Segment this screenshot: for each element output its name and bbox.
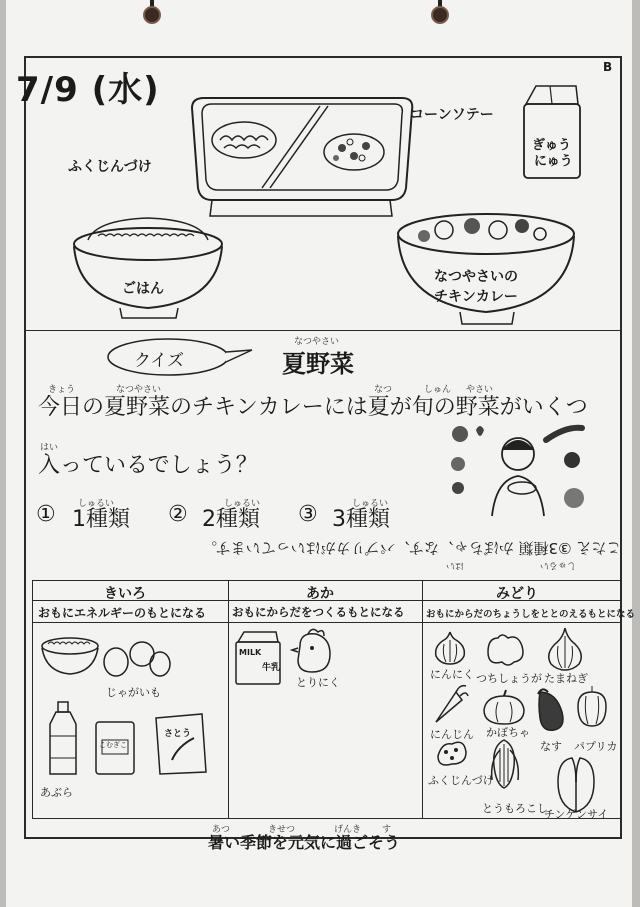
section-divider: [24, 330, 622, 331]
ginger-icon: [484, 632, 526, 666]
child-eating-icon: [446, 420, 596, 516]
group-green-role: おもにからだのちょうしをととのえるもとになる: [426, 609, 636, 620]
milk-pack-label: MILK: [239, 648, 262, 657]
food-label-chicken: とりにく: [296, 676, 340, 689]
answer-ruby-1: しゅるい: [540, 560, 577, 570]
food-label-fukujinzuke: ふくじんづけ: [428, 774, 494, 787]
option-2-text: 2種類: [202, 507, 260, 532]
quiz-bubble-label: クイズ: [134, 351, 184, 371]
flour-bag-label: こむぎこ: [99, 741, 127, 749]
food-label-ginger: つちしょうが: [476, 672, 542, 685]
option-3-number: ③: [298, 502, 318, 527]
footer-ruby-atsu: あつ: [212, 825, 231, 835]
ruby-natsuyasai: なつやさい: [116, 385, 162, 395]
food-label-carrot: にんじん: [430, 728, 474, 741]
punch-hole: [143, 6, 161, 24]
food-label-bok-choy: チンゲンサイ: [544, 808, 609, 821]
menu-item-milk-line2: にゅう: [534, 154, 573, 169]
option-1-text: 1種類: [72, 507, 130, 532]
rice-bowl-icon: [68, 216, 228, 320]
onion-icon: [544, 626, 586, 670]
menu-item-fukujinzuke: ふくじんづけ: [68, 159, 152, 175]
menu-item-rice: ごはん: [122, 281, 164, 297]
menu-item-curry-line2: チキンカレー: [434, 289, 518, 305]
carrot-icon: [430, 684, 470, 726]
quiz-question-line1: 今日の夏野菜のチキンカレーには夏が旬の野菜がいくつ: [38, 395, 588, 420]
quiz-title: 夏野菜: [282, 350, 354, 378]
footer-ruby-genki: げんき: [334, 825, 362, 835]
ruby-hai: はい: [40, 443, 59, 453]
group-yellow-role: おもにエネルギーのもとになる: [38, 606, 207, 620]
food-label-onion: たまねぎ: [544, 672, 588, 685]
table-top-border: [32, 580, 620, 581]
pickles-icon: [434, 738, 470, 768]
sugar-bag-icon: [152, 712, 208, 776]
option-3-ruby: しゅるい: [352, 499, 389, 509]
option-1-number: ①: [36, 502, 56, 527]
option-2-ruby: しゅるい: [224, 499, 261, 509]
rice-bowl-icon: [40, 634, 100, 676]
table-col-divider: [228, 580, 229, 818]
group-red-role: おもにからだをつくるもとになる: [232, 605, 405, 619]
option-2-number: ②: [168, 502, 188, 527]
eggplant-icon: [530, 684, 568, 732]
food-label-oil: あぶら: [40, 786, 73, 799]
option-1-ruby: しゅるい: [78, 499, 115, 509]
food-label-eggplant: なす: [540, 740, 562, 753]
menu-item-curry-line1: なつやさいの: [434, 269, 518, 285]
pumpkin-icon: [482, 690, 526, 726]
corner-mark: B: [603, 60, 613, 74]
food-label-corn: とうもろこし: [482, 802, 548, 815]
bell-pepper-icon: [574, 686, 610, 728]
table-bottom-border: [32, 818, 620, 819]
ruby-yasai: やさい: [466, 385, 494, 395]
menu-sheet: [6, 0, 636, 907]
food-label-paprika: パプリカ: [574, 740, 618, 753]
menu-date: 7/9 (水): [16, 70, 160, 110]
food-label-garlic: にんにく: [430, 668, 474, 681]
bok-choy-icon: [554, 756, 598, 812]
punch-hole: [431, 6, 449, 24]
answer-ruby-2: はい: [446, 560, 465, 570]
milk-carton-icon: [234, 630, 282, 686]
ruby-shun: しゅん: [424, 385, 452, 395]
ruby-natsu: なつ: [374, 385, 393, 395]
menu-item-milk-line1: ぎゅう: [532, 138, 572, 153]
quiz-answer-upside-down: こたえ ③3種類 かぼちゃ、なす、パプリカがはいっています。: [202, 539, 622, 557]
group-red-header: あか: [306, 586, 334, 602]
table-subhead-divider: [32, 622, 620, 623]
quiz-question-line2: 入っているでしょう？: [38, 453, 258, 478]
garlic-icon: [432, 630, 468, 664]
oil-bottle-icon: [46, 702, 80, 778]
group-green-header: みどり: [496, 586, 538, 602]
potato-icon: [102, 640, 172, 680]
option-3-text: 3種類: [332, 507, 390, 532]
footer-slogan: 暑い季節を元気に過ごそう: [208, 833, 401, 852]
quiz-title-ruby: なつやさい: [294, 337, 340, 347]
lunch-tray-icon: [182, 96, 422, 226]
group-yellow-header: きいろ: [104, 586, 146, 602]
chicken-icon: [290, 626, 338, 676]
corn-icon: [488, 736, 522, 790]
food-label-potato: じゃがいも: [106, 686, 161, 699]
table-col-divider: [32, 580, 33, 818]
ruby-kyou: きょう: [48, 385, 76, 395]
food-label-pumpkin: かぼちゃ: [486, 726, 530, 739]
milk-pack-kanji: 牛乳: [262, 663, 281, 673]
table-col-divider: [422, 580, 423, 818]
footer-ruby-kisetsu: きせつ: [268, 825, 296, 835]
menu-item-corn-saute: コーンソテー: [410, 107, 494, 123]
footer-ruby-su: す: [382, 825, 392, 835]
sugar-bag-label: さとう: [164, 729, 192, 739]
